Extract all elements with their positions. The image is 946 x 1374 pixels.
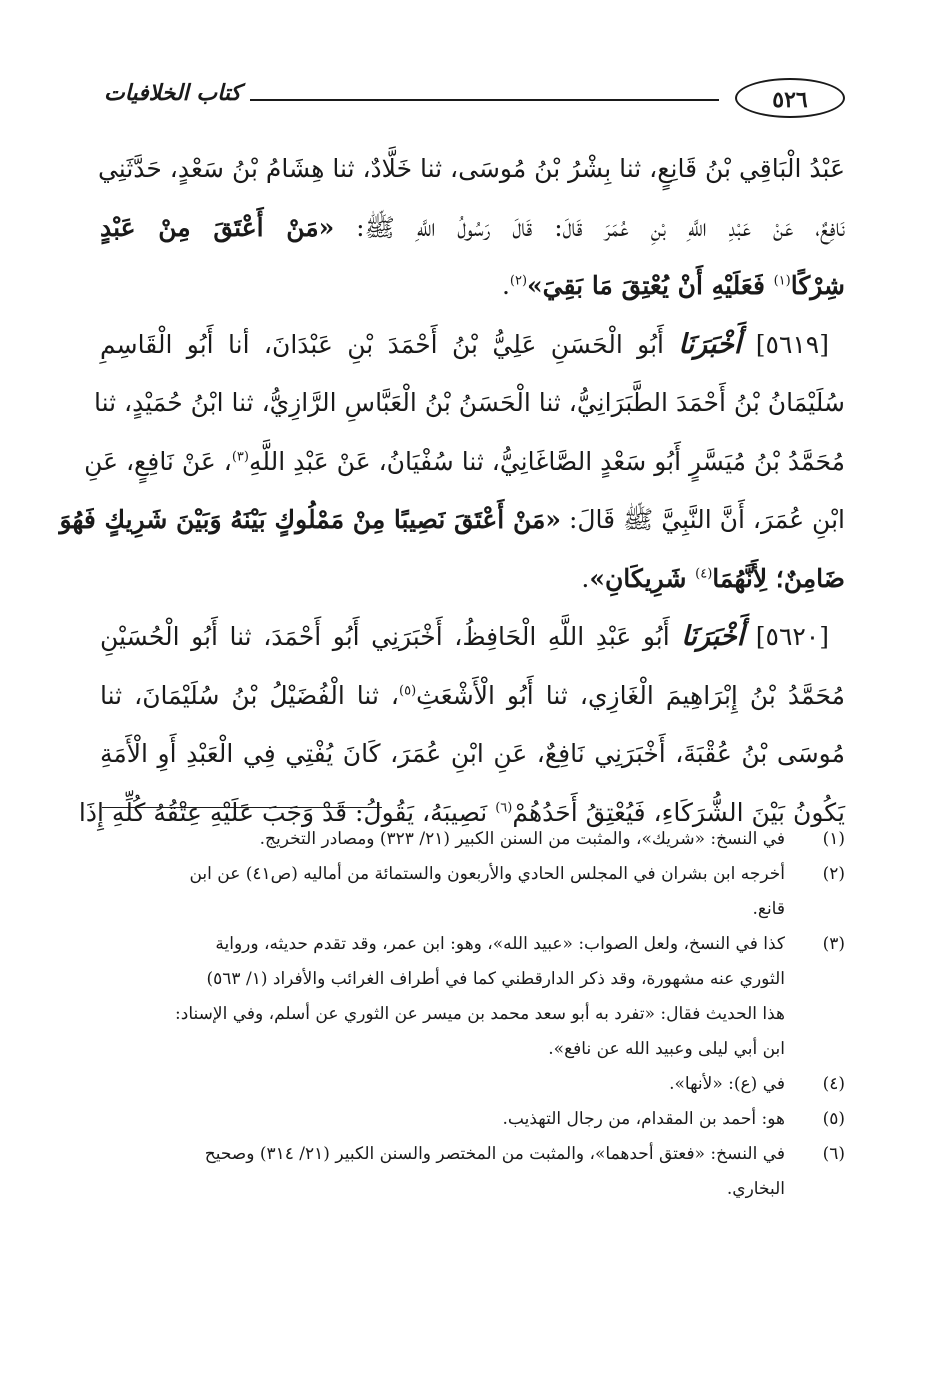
footnote-line: في النسخ: «شريك»، والمثبت من السنن الكبير (٢١/ ٣٢٣) ومصادر التخريج. [259, 829, 785, 849]
hadith-text: «مَنْ أَعْتَقَ مِنْ عَبْدٍ [100, 212, 335, 242]
footnote-number: (١) [822, 829, 845, 849]
main-text [59, 140, 846, 842]
footnote [100, 1102, 845, 1137]
text-run: ، ثنا الْفُضَيْلُ بْنُ سُلَيْمَانَ، ثنا [100, 680, 400, 710]
hadith-text: فَعَلَيْهِ أَنْ يُعْتِقَ مَا بَقِيَ» [527, 271, 774, 300]
text-line [100, 608, 845, 667]
hadith-text: شَرِيكَانِ» [589, 563, 696, 593]
footnote [100, 927, 845, 1067]
footnote-text [100, 927, 785, 1067]
footnote-ref[interactable]: (٣) [231, 449, 249, 465]
footnote-line: هو: أحمد بن المقدام، من رجال التهذيب. [502, 1109, 785, 1129]
footnote-ref[interactable]: (٥) [399, 683, 417, 699]
text-run: أَبُو الْحَسَنِ عَلِيُّ بْنُ أَحْمَدَ بْنِ عَبْدَانَ، أنا أَبُو الْقَاسِمِ [100, 329, 679, 359]
text-line [100, 725, 845, 784]
footnote-line: البخاري. [726, 1179, 785, 1199]
running-header [100, 78, 845, 122]
footnote-number: (٢) [822, 864, 845, 884]
text-run: سُلَيْمَانُ بْنُ أَحْمَدَ الطَّبَرَانِيُّ، ثنا الْحَسَنُ بْنُ الْعَبَّاسِ الرَّازِيُّ، ثنا ابْنُ حُمَيْدٍ، ثنا [93, 388, 845, 417]
footnote-ref[interactable]: (٦) [495, 800, 513, 816]
text-run: مُوسَى بْنُ عُقْبَةَ، أَخْبَرَنِي نَافِعٌ، عَنِ ابْنِ عُمَرَ، كَانَ يُفْتِي فِي الْعَبْدِ أَوِ الْأَمَةِ [100, 739, 845, 768]
akhbarana-marker: أَخْبَرَنَا [678, 328, 742, 360]
text-line [59, 491, 845, 550]
footnote [100, 1067, 845, 1102]
footnote-ref[interactable]: (١) [773, 273, 791, 289]
text-line [100, 199, 845, 258]
text-run: عَبْدُ الْبَاقِي بْنُ قَانِعٍ، ثنا بِشْرُ بْنُ مُوسَى، ثنا خَلَّادٌ، ثنا هِشَامُ بْنُ سَعْدٍ، حَدَّثَنِي [97, 154, 845, 183]
footnote [100, 822, 845, 857]
book-title: كتاب الخلافيات [104, 80, 241, 106]
footnote-line: الثوري عنه مشهورة، وقد ذكر الدارقطني كما في أطراف الغرائب والأفراد (١/ ٥٦٣) [206, 969, 785, 989]
text-line [100, 257, 845, 316]
hadith-text: «مَنْ أَعْتَقَ نَصِيبًا مِنْ مَمْلُوكٍ بَيْنَهُ وَبَيْنَ شَرِيكٍ فَهُوَ [59, 505, 561, 534]
text-run: ، عَنْ نَافِعٍ، عَنِ [84, 446, 232, 476]
text-run: يَكُونُ بَيْنَ الشُّرَكَاءِ، فَيُعْتِقُ أَحَدُهُمْ [512, 797, 845, 827]
text-run: . [501, 271, 510, 300]
page-number: ٥٢٦ [735, 78, 845, 118]
footnote-line: في (ع): «لأنها». [669, 1074, 785, 1094]
text-line [100, 316, 845, 375]
text-line [84, 433, 845, 492]
footnote-separator [102, 807, 382, 808]
hadith-text: ضَامِنٌ؛ لِأَنَّهُمَا [712, 563, 845, 593]
text-run: نَصِيبَهُ، يَقُولُ: قَدْ وَجَبَ عَلَيْهِ عِتْقُهُ كُلِّهِ إِذَا [78, 797, 496, 827]
footnote-text [100, 822, 785, 857]
text-line [93, 374, 845, 433]
text-run: مُحَمَّدُ بْنُ مُيَسَّرٍ أَبُو سَعْدٍ الصَّاغَانِيُّ، ثنا سُفْيَانُ، عَنْ عَبْدِ اللَّهِ [248, 446, 845, 476]
hadith-text: شِرْكًا [790, 271, 845, 300]
footnote [100, 1137, 845, 1207]
footnote-number: (٤) [822, 1074, 845, 1094]
footnote-text [100, 1102, 785, 1137]
footnote-line: كذا في النسخ، ولعل الصواب: «عبيد الله»، وهو: ابن عمر، وقد تقدم حديثه، ورواية [215, 934, 785, 954]
header-rule [250, 99, 719, 101]
footnote-ref[interactable]: (٤) [695, 566, 713, 582]
text-run: أَبُو عَبْدِ اللَّهِ الْحَافِظُ، أَخْبَرَنِي أَبُو أَحْمَدَ، ثنا أَبُو الْحُسَيْنِ [100, 622, 682, 651]
footnotes [100, 822, 845, 1207]
footnote-number: (٣) [822, 934, 845, 954]
text-line [97, 140, 845, 199]
footnote-ref[interactable]: (٢) [509, 273, 528, 289]
footnote-text [100, 1137, 785, 1207]
footnote-line: هذا الحديث فقال: «تفرد به أبو سعد محمد بن ميسر عن الثوري عن أسلم، وفي الإسناد: [175, 1004, 785, 1024]
footnote-number: (٦) [822, 1144, 845, 1164]
text-run: مُحَمَّدُ بْنُ إِبْرَاهِيمَ الْغَازِي، ثنا أَبُو الْأَشْعَثِ [416, 680, 845, 710]
footnote-line: أخرجه ابن بشران في المجلس الحادي والأربعون والستمائة من أماليه (ص٤١) عن ابن [189, 864, 785, 884]
text-run: . [581, 563, 590, 593]
akhbarana-marker: أَخْبَرَنَا [681, 621, 745, 652]
hadith-number: [٥٦١٩] [741, 329, 829, 359]
hadith-number: [٥٦٢٠] [744, 622, 829, 651]
footnote-line: في النسخ: «فعتق أحدهما»، والمثبت من المختصر والسنن الكبير (٢١/ ٣١٤) وصحيح [204, 1144, 785, 1164]
text-line [100, 667, 845, 726]
footnote-number: (٥) [822, 1109, 845, 1129]
footnote-line: ابن أبي ليلى وعبيد الله عن نافع». [548, 1039, 785, 1059]
text-line [100, 550, 845, 609]
text-run: نَافِعٌ، عَنْ عَبْدِ اللَّهِ بْنِ عُمَرَ قَالَ: قَالَ رَسُولُ اللَّهِ ﷺ: [334, 212, 846, 242]
footnote [100, 857, 845, 927]
text-run: ابْنِ عُمَرَ، أَنَّ النَّبِيَّ ﷺ قَالَ: [561, 505, 845, 534]
footnote-line: قانع. [752, 899, 785, 919]
footnote-text [100, 1067, 785, 1102]
footnote-text [100, 857, 785, 927]
